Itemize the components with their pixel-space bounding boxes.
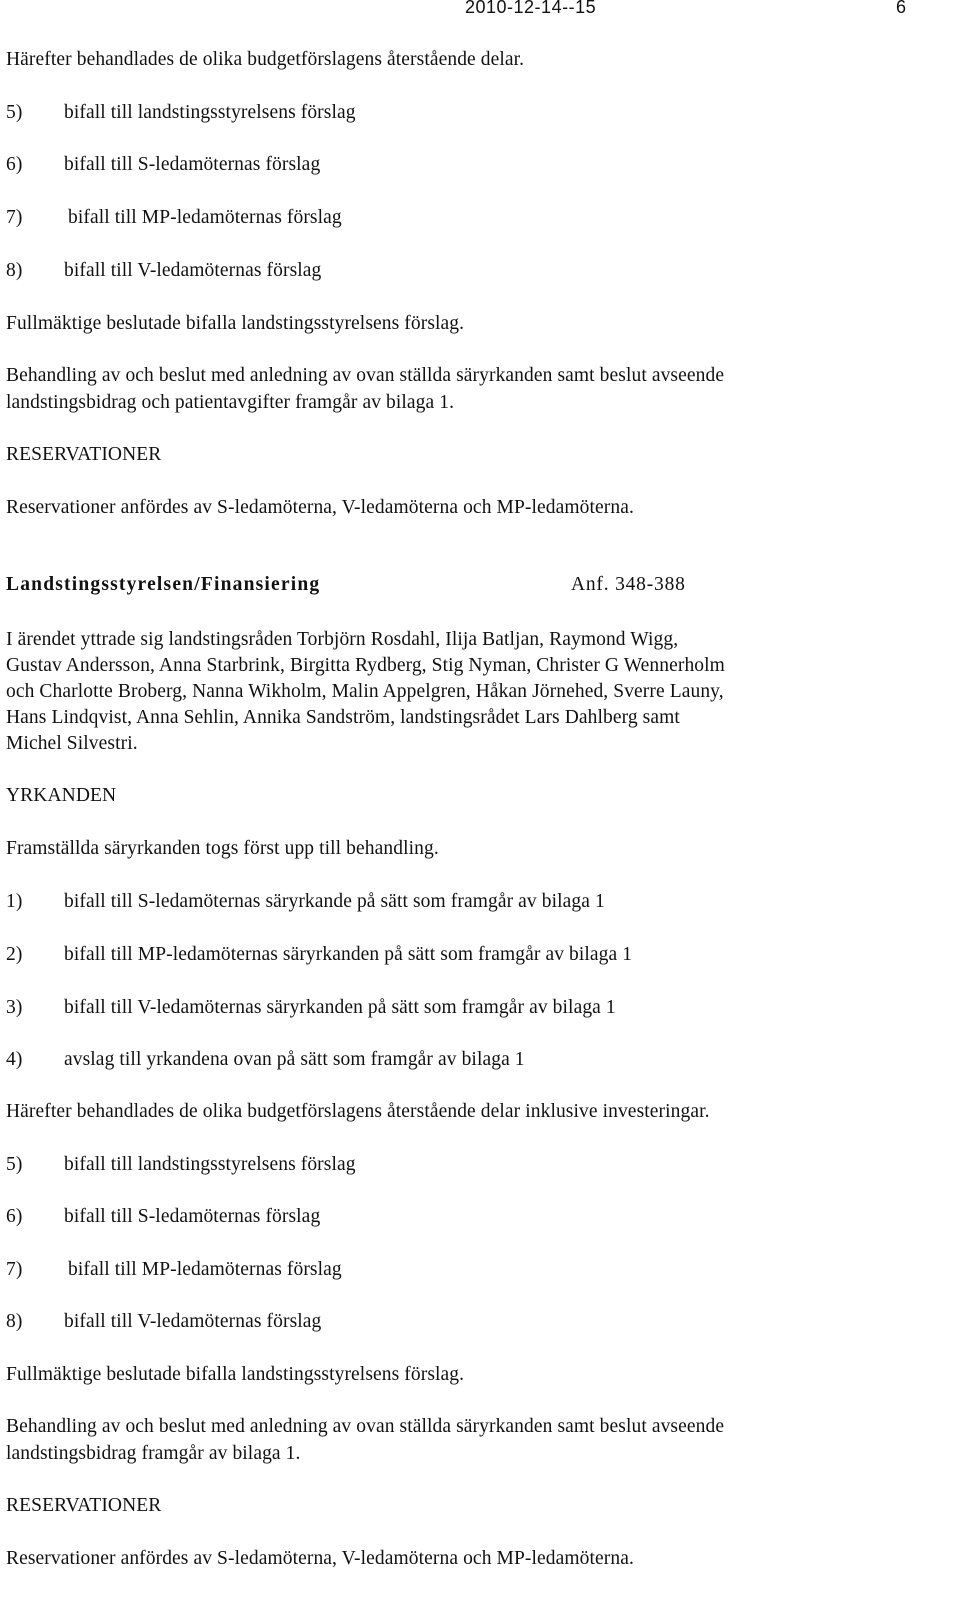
list-item [6,151,320,178]
reservations-paragraph: Reservationer anfördes av S-ledamöterna, V-ledamöterna och MP-ledamöterna. [6,497,634,518]
list-item [6,257,321,284]
list-item [6,99,356,126]
intro-paragraph-2: Härefter behandlades de olika budgetförslagens återstående delar inklusive investeringar. [6,1101,710,1122]
page-number: 6 [896,0,907,17]
list-item-number: 4) [6,1049,23,1070]
list-item-text: bifall till S-ledamöternas förslag [64,1206,321,1227]
list-item [6,994,616,1021]
list-item-number: 8) [6,1311,23,1332]
decision-paragraph: Fullmäktige beslutade bifalla landstingsstyrelsens förslag. [6,313,465,334]
list-item-text: bifall till landstingsstyrelsens förslag [64,102,356,123]
list-item-text: bifall till MP-ledamöternas förslag [68,1259,342,1280]
speakers-line-5: Michel Silvestri. [6,733,138,754]
list-item-number: 3) [6,997,23,1018]
list-item-text: bifall till MP-ledamöternas säryrkanden på sätt som framgår av bilaga 1 [64,944,633,965]
list-item [6,204,342,231]
decision-paragraph-2: Fullmäktige beslutade bifalla landstingsstyrelsens förslag. [6,1364,465,1385]
list-item-number: 2) [6,944,23,965]
list-item [6,1151,356,1178]
list-item [6,1046,525,1073]
reservations-heading: RESERVATIONER [6,444,162,465]
speakers-line-2: Gustav Andersson, Anna Starbrink, Birgitta Rydberg, Stig Nyman, Christer G Wennerholm [6,655,725,676]
list-item-text: bifall till S-ledamöternas förslag [64,154,321,175]
section-title: Landstingsstyrelsen/Finansiering [6,574,321,595]
list-item-text: bifall till V-ledamöternas säryrkanden på sätt som framgår av bilaga 1 [64,997,616,1018]
list-item-text: bifall till V-ledamöternas förslag [64,1311,322,1332]
speakers-line-4: Hans Lindqvist, Anna Sehlin, Annika Sandström, landstingsrådet Lars Dahlberg samt [6,707,680,728]
list-item-number: 5) [6,102,23,123]
list-item-text: avslag till yrkandena ovan på sätt som framgår av bilaga 1 [64,1049,525,1070]
list-item-text: bifall till MP-ledamöternas förslag [68,207,342,228]
claims-intro: Framställda säryrkanden togs först upp till behandling. [6,838,439,859]
list-item-number: 7) [6,1259,23,1280]
list-item-number: 8) [6,260,23,281]
claims-heading: YRKANDEN [6,785,117,806]
treatment-paragraph-2-line-2: landstingsbidrag framgår av bilaga 1. [6,1443,301,1464]
list-item-number: 5) [6,1154,23,1175]
list-item-number: 7) [6,207,23,228]
list-item [6,1308,321,1335]
reservations-paragraph-2: Reservationer anfördes av S-ledamöterna, V-ledamöterna och MP-ledamöterna. [6,1548,634,1569]
list-item-number: 6) [6,1206,23,1227]
intro-paragraph: Härefter behandlades de olika budgetförslagens återstående delar. [6,49,525,70]
speakers-line-3: och Charlotte Broberg, Nanna Wikholm, Malin Appelgren, Håkan Jörnehed, Sverre Launy, [6,681,724,702]
list-item [6,941,632,968]
list-item-number: 6) [6,154,23,175]
treatment-paragraph-line-1: Behandling av och beslut med anledning av ovan ställda säryrkanden samt beslut avseende [6,365,725,386]
treatment-paragraph-line-2: landstingsbidrag och patientavgifter framgår av bilaga 1. [6,392,455,413]
list-item [6,1256,342,1283]
speakers-line-1: I ärendet yttrade sig landstingsråden Torbjörn Rosdahl, Ilija Batljan, Raymond Wigg, [6,629,679,650]
reservations-heading-2: RESERVATIONER [6,1495,162,1516]
speech-reference: Anf. 348-388 [571,574,686,595]
list-item-text: bifall till landstingsstyrelsens förslag [64,1154,356,1175]
list-item [6,888,605,915]
list-item-text: bifall till V-ledamöternas förslag [64,260,322,281]
header-date: 2010-12-14--15 [465,0,597,17]
list-item [6,1203,320,1230]
list-item-number: 1) [6,891,23,912]
list-item-text: bifall till S-ledamöternas säryrkande på sätt som framgår av bilaga 1 [64,891,605,912]
treatment-paragraph-2-line-1: Behandling av och beslut med anledning av ovan ställda säryrkanden samt beslut avseende [6,1416,725,1437]
